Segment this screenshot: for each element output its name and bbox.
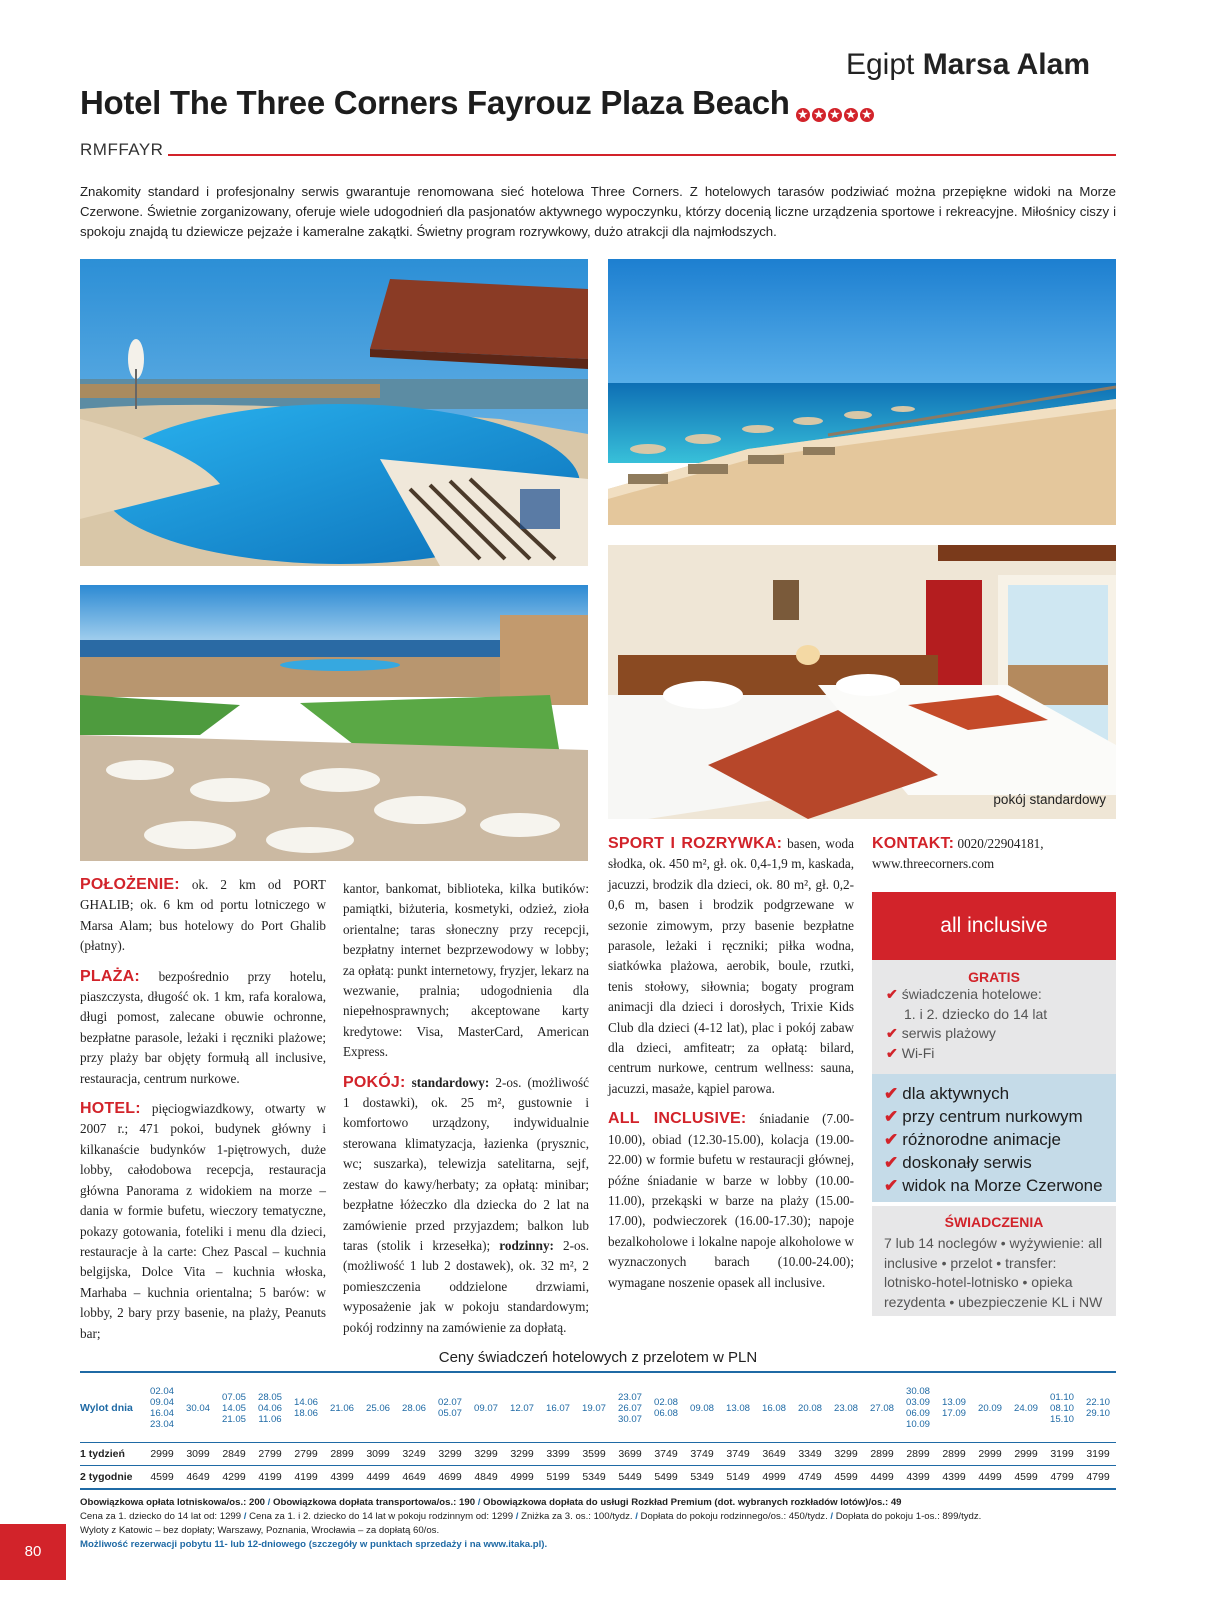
price-cell-2-weeks: 4849 — [468, 1466, 504, 1490]
departure-date-cell: 27.08 — [864, 1374, 900, 1443]
room-section — [343, 1073, 589, 1338]
price-cell-2-weeks: 4499 — [864, 1466, 900, 1490]
contact-phone: 0020/22904181, — [954, 836, 1044, 851]
price-cell-2-weeks: 4799 — [1044, 1466, 1080, 1490]
gratis-item: ✔ serwis plażowy — [886, 1025, 996, 1041]
price-table — [80, 1374, 1116, 1490]
price-cell-1-week: 2799 — [288, 1443, 324, 1466]
departure-date-cell: 28.06 — [396, 1374, 432, 1443]
room-photo — [608, 545, 1116, 819]
two-week-row — [80, 1466, 1116, 1490]
price-cell-1-week: 3749 — [684, 1443, 720, 1466]
notes-line-2: Cena za 1. dziecko do 14 lat od: 1299 / Cena za 1. i 2. dziecko do 14 lat w pokoju rodzinnym od: 1299 / Zniżka za 3. os.: 100/tydz. / Dopłata do pokoju rodzinnego/os.: 450/tydz. / Dopłata do pokoju 1-os.: 899/tydz. — [80, 1511, 982, 1522]
location-heading: POŁOŻENIE: — [80, 876, 180, 893]
check-icon: ✔ — [886, 986, 898, 1002]
departure-date-cell: 09.08 — [684, 1374, 720, 1443]
price-cell-2-weeks: 5149 — [720, 1466, 756, 1490]
room-heading: POKÓJ: — [343, 1073, 406, 1091]
destination — [846, 48, 1090, 82]
price-cell-2-weeks: 4749 — [792, 1466, 828, 1490]
check-icon: ✔ — [884, 1130, 899, 1149]
price-cell-2-weeks: 4199 — [252, 1466, 288, 1490]
check-icon: ✔ — [884, 1107, 899, 1126]
services-title: ŚWIADCZENIA — [944, 1214, 1044, 1230]
departure-date-cell: 28.05 04.06 11.06 — [252, 1374, 288, 1443]
price-cell-1-week: 3699 — [612, 1443, 648, 1466]
departure-date-cell: 20.09 — [972, 1374, 1008, 1443]
departure-date-cell: 16.07 — [540, 1374, 576, 1443]
departure-date-cell: 12.07 — [504, 1374, 540, 1443]
contact-website[interactable]: www.threecorners.com — [872, 856, 995, 872]
price-cell-1-week: 3599 — [576, 1443, 612, 1466]
price-cell-1-week: 3399 — [540, 1443, 576, 1466]
all-inclusive-section — [608, 1109, 854, 1293]
price-cell-1-week: 3299 — [432, 1443, 468, 1466]
departure-date-cell: 07.05 14.05 21.05 — [216, 1374, 252, 1443]
price-cell-2-weeks: 5499 — [648, 1466, 684, 1490]
star-rating — [796, 88, 876, 126]
price-cell-2-weeks: 5449 — [612, 1466, 648, 1490]
departure-date-cell: 02.04 09.04 16.04 23.04 — [144, 1374, 180, 1443]
location-text: ok. 2 km od PORT GHALIB; ok. 6 km od portu lotniczego w Marsa Alam; bus hotelowy do Port Ghalib (płatny). — [80, 877, 326, 954]
price-cell-1-week: 2899 — [900, 1443, 936, 1466]
room-standard-text: 2-os. (możliwość 1 dostawki), ok. 25 m², gustownie i komfortowo urządzony, indywidualnie sterowana klimatyzacja, łazienka (prysznic, wc; suszarka), telewizja satelitarna, sejf, zestaw do kawy/herbaty; za opłatą: minibar; bezpłatne łóżeczko dla dziecka do 2 lat na zamówienie przed przyjazdem; balkon lub taras (stolik i krzesełka); — [343, 1074, 589, 1253]
departure-date-cell: 19.07 — [576, 1374, 612, 1443]
gratis-box — [872, 960, 1116, 1074]
garden-photo — [80, 585, 588, 861]
check-icon: ✔ — [884, 1176, 899, 1195]
services-text: 7 lub 14 noclegów • wyżywienie: all inclusive • przelot • transfer: lotnisko-hotel-lotnisko • opieka rezydenta • ubezpieczenie KL i NW — [884, 1235, 1103, 1310]
departure-date-cell: 14.06 18.06 — [288, 1374, 324, 1443]
price-cell-2-weeks: 4599 — [828, 1466, 864, 1490]
price-cell-2-weeks: 4599 — [1008, 1466, 1044, 1490]
price-cell-1-week: 3099 — [180, 1443, 216, 1466]
departure-date-cell: 22.10 29.10 — [1080, 1374, 1116, 1443]
header-divider — [168, 154, 1116, 156]
price-cell-1-week: 3349 — [792, 1443, 828, 1466]
price-cell-2-weeks: 4649 — [180, 1466, 216, 1490]
price-cell-1-week: 3099 — [360, 1443, 396, 1466]
price-cell-1-week: 2999 — [972, 1443, 1008, 1466]
price-cell-2-weeks: 4999 — [756, 1466, 792, 1490]
departure-date-cell: 21.06 — [324, 1374, 360, 1443]
check-icon: ✔ — [884, 1153, 899, 1172]
contact-section — [872, 834, 1116, 875]
star-icon: ★ — [860, 108, 874, 122]
price-cell-2-weeks: 5199 — [540, 1466, 576, 1490]
gratis-item: ✔ Wi-Fi — [886, 1044, 935, 1061]
all-inclusive-heading: ALL INCLUSIVE: — [608, 1110, 747, 1128]
departure-date-cell: 02.07 05.07 — [432, 1374, 468, 1443]
one-week-label: 1 tydzień — [80, 1443, 144, 1466]
price-cell-1-week: 3749 — [720, 1443, 756, 1466]
beach-photo — [608, 259, 1116, 525]
price-cell-2-weeks: 4599 — [144, 1466, 180, 1490]
sport-section — [608, 834, 854, 1099]
departure-date-cell: 25.06 — [360, 1374, 396, 1443]
price-cell-1-week: 3199 — [1044, 1443, 1080, 1466]
column-1 — [80, 875, 326, 1354]
price-cell-1-week: 3199 — [1080, 1443, 1116, 1466]
intro-text: Znakomity standard i profesjonalny serwis gwarantuje renomowana sieć hotelowa Three Corners. Z hotelowych tarasów podziwiać można przepiękne widoki na Morze Czerwone. Świetnie zorganizowany, oferuje wiele udogodnień dla pasjonatów aktywnego wypoczynku, którzy docenią liczne urządzenia sportowe i rekreacyjne. Miłośnicy ciszy i spokoju znajdą tu dziewicze pejzaże i kameralne zakątki. Świetny program rozrywkowy, dużo atrakcji dla najmłodszych. — [80, 184, 1116, 239]
departure-date-cell: 30.04 — [180, 1374, 216, 1443]
gratis-item: ✔ świadczenia hotelowe: — [886, 986, 1042, 1002]
departure-date-cell: 20.08 — [792, 1374, 828, 1443]
departure-date-cell: 23.08 — [828, 1374, 864, 1443]
feature-item: ✔ przy centrum nurkowym — [884, 1107, 1083, 1126]
check-icon: ✔ — [886, 1044, 898, 1061]
price-cell-2-weeks: 4399 — [900, 1466, 936, 1490]
star-icon: ★ — [844, 108, 858, 122]
price-cell-2-weeks: 4499 — [972, 1466, 1008, 1490]
price-cell-2-weeks: 4699 — [432, 1466, 468, 1490]
check-icon: ✔ — [884, 1084, 899, 1103]
sport-heading: SPORT I ROZRYWKA: — [608, 835, 783, 852]
departure-dates-row — [80, 1374, 1116, 1443]
price-cell-2-weeks: 4399 — [324, 1466, 360, 1490]
departure-date-cell: 02.08 06.08 — [648, 1374, 684, 1443]
services-box — [872, 1206, 1116, 1316]
price-cell-1-week: 3649 — [756, 1443, 792, 1466]
one-week-row — [80, 1443, 1116, 1466]
price-cell-1-week: 2999 — [1008, 1443, 1044, 1466]
departure-date-cell: 01.10 08.10 15.10 — [1044, 1374, 1080, 1443]
pool-photo — [80, 259, 588, 566]
price-cell-2-weeks: 4199 — [288, 1466, 324, 1490]
departure-date-cell: 13.08 — [720, 1374, 756, 1443]
notes-line-3: Wyloty z Katowic – bez dopłaty; Warszawy, Poznania, Wrocławia – za dopłatą 60/os. — [80, 1525, 440, 1536]
hotel-heading: HOTEL: — [80, 1100, 141, 1118]
offer-code: RMFFAYR — [80, 140, 164, 159]
price-cell-1-week: 2849 — [216, 1443, 252, 1466]
price-cell-2-weeks: 5349 — [576, 1466, 612, 1490]
room-family-label: rodzinny: — [490, 1237, 554, 1253]
price-cell-1-week: 3299 — [504, 1443, 540, 1466]
price-table-title: Ceny świadczeń hotelowych z przelotem w PLN — [438, 1349, 758, 1366]
page-number: 80 — [0, 1524, 66, 1580]
feature-item: ✔ doskonały serwis — [884, 1153, 1032, 1172]
price-cell-1-week: 3249 — [396, 1443, 432, 1466]
price-cell-1-week: 2899 — [936, 1443, 972, 1466]
price-cell-1-week: 3299 — [828, 1443, 864, 1466]
room-caption: pokój standardowy — [993, 792, 1106, 807]
check-icon: ✔ — [886, 1025, 898, 1041]
hotel-name: Hotel The Three Corners Fayrouz Plaza Beach — [80, 84, 790, 121]
room-family-text: 2-os. (możliwość 1 lub 2 dostawek), ok. 32 m², 2 pomieszczenia oddzielone drzwiami, wyposażenie jak w pokoju standardowym; pokój rodzinny na zamówienie za dopłatą. — [343, 1237, 589, 1335]
beach-heading: PLAŻA: — [80, 967, 140, 985]
hotel-continued-text: kantor, bankomat, biblioteka, kilka butików: pamiątki, biżuteria, kosmetyki, odzież, zioła orientalne; taras słoneczny przy recepcji, bezpłatny internet bezprzewodowy w lobby; za opłatą: punkt internetowy, fryzjer, lekarz na wezwanie, pralnia; udogodnienia dla niepełnosprawnych; akceptowane karty kredytowe: Visa, MasterCard, American Express. — [343, 881, 589, 1060]
price-cell-2-weeks: 5349 — [684, 1466, 720, 1490]
price-cell-1-week: 2999 — [144, 1443, 180, 1466]
features-box — [872, 1074, 1116, 1202]
price-cell-2-weeks: 4999 — [504, 1466, 540, 1490]
departure-label: Wylot dnia — [80, 1374, 144, 1443]
notes-line-1: Obowiązkowa opłata lotniskowa/os.: 200 / Obowiązkowa dopłata transportowa/os.: 190 / Obowiązkowa dopłata do usługi Rozkład Premium (dot. wybranych rozkładów lotów)/os.: 49 — [80, 1497, 902, 1508]
location-section — [80, 875, 326, 957]
price-cell-1-week: 2899 — [324, 1443, 360, 1466]
departure-date-cell: 23.07 26.07 30.07 — [612, 1374, 648, 1443]
sport-text: basen, woda słodka, ok. 450 m², gł. ok. 0,4-1,9 m, kaskada, jacuzzi, brodzik dla dzieci, ok. 80 m², gł. 0,2-0,6 m, basen i brodzik podgrzewane w sezonie zimowym, przy basenie bezpłatne parasole, leżaki i ręczniki; piłka wodna, siatkówka plażowa, aerobik, boule, rzutki, tenis stołowy, siłownia; bogaty program animacji dla dzieci i dorosłych, Trixie Kids Club dla dzieci (4-12 lat), plac i pokój zabaw dla dzieci, amfiteatr; za opłatą: bilard, centrum nurkowe, centrum wellness: sauna, jacuzzi, masaże, kąpiel parowa. — [608, 836, 854, 1096]
departure-date-cell: 13.09 17.09 — [936, 1374, 972, 1443]
column-3 — [608, 834, 854, 1303]
contact-heading: KONTAKT: — [872, 835, 955, 852]
feature-item: ✔ widok na Morze Czerwone — [884, 1176, 1103, 1195]
beach-text: bezpośrednio przy hotelu, piaszczysta, długość ok. 1 km, rafa koralowa, długi pomost, zalecane obuwie ochronne, bezpłatne parasole, leżaki i ręczniki plażowe; przy plaży bar objęty formułą all inclusive, restauracja, centrum nurkowe. — [80, 968, 326, 1086]
feature-item: ✔ dla aktywnych — [884, 1084, 1010, 1103]
two-week-label: 2 tygodnie — [80, 1466, 144, 1490]
departure-date-cell: 09.07 — [468, 1374, 504, 1443]
price-cell-1-week: 3749 — [648, 1443, 684, 1466]
destination-country: Egipt — [845, 48, 915, 81]
plan-badge: all inclusive — [872, 892, 1116, 960]
price-cell-2-weeks: 4649 — [396, 1466, 432, 1490]
price-cell-2-weeks: 4399 — [936, 1466, 972, 1490]
destination-region: Marsa Alam — [922, 48, 1090, 81]
room-standard-label: standardowy: — [405, 1074, 490, 1090]
price-cell-1-week: 2899 — [864, 1443, 900, 1466]
notes-line-4: Możliwość rezerwacji pobytu 11- lub 12-dniowego (szczegóły w punktach sprzedaży i na www.itaka.pl). — [80, 1539, 548, 1550]
gratis-subitem: 1. i 2. dziecko do 14 lat — [904, 1005, 1048, 1022]
column-2 — [343, 879, 589, 1348]
price-cell-1-week: 3299 — [468, 1443, 504, 1466]
price-table-rule — [80, 1371, 1116, 1373]
departure-date-cell: 24.09 — [1008, 1374, 1044, 1443]
departure-date-cell: 16.08 — [756, 1374, 792, 1443]
gratis-title: GRATIS — [968, 969, 1020, 985]
hotel-title — [80, 84, 876, 122]
beach-section — [80, 967, 326, 1089]
price-cell-2-weeks: 4799 — [1080, 1466, 1116, 1490]
departure-date-cell: 30.08 03.09 06.09 10.09 — [900, 1374, 936, 1443]
star-icon: ★ — [796, 108, 810, 122]
feature-item: ✔ różnorodne animacje — [884, 1130, 1062, 1149]
star-icon: ★ — [828, 108, 842, 122]
hotel-text: pięciogwiazdkowy, otwarty w 2007 r.; 471 pokoi, budynek główny i kilkanaście budynków 1-piętrowych, duże lobby, całodobowa recepcja, restauracja główna Panorama z widokiem na morze – dania w formie bufetu, wieczory tematyczne, pokazy gotowania, foteliki i menu dla dzieci, restauracje à la carte: Chez Pascal – kuchnia belgijska, Dolce Vita – kuchnia włoska, Marhaba – kuchnia orientalna; 5 barów: w lobby, 2 bary przy basenie, na plaży, Peanuts bar; — [80, 1101, 326, 1341]
price-notes — [80, 1496, 1116, 1552]
all-inclusive-text: śniadanie (7.00-10.00), obiad (12.30-15.00), kolacja (19.00-22.00) w formie bufetu w restauracji głównej, późne śniadanie w barze w lobby (10.00-11.00), przekąski w barze na plaży (15.00-17.00), podwieczorek (16.00-17.30); napoje bezalkoholowe i lokalne napoje alkoholowe w wyznaczonych barach (10.00-24.00); wymagane noszenie opasek all inclusive. — [608, 1111, 854, 1290]
price-cell-2-weeks: 4299 — [216, 1466, 252, 1490]
hotel-section — [80, 1099, 326, 1344]
price-cell-2-weeks: 4499 — [360, 1466, 396, 1490]
star-icon: ★ — [812, 108, 826, 122]
price-cell-1-week: 2799 — [252, 1443, 288, 1466]
